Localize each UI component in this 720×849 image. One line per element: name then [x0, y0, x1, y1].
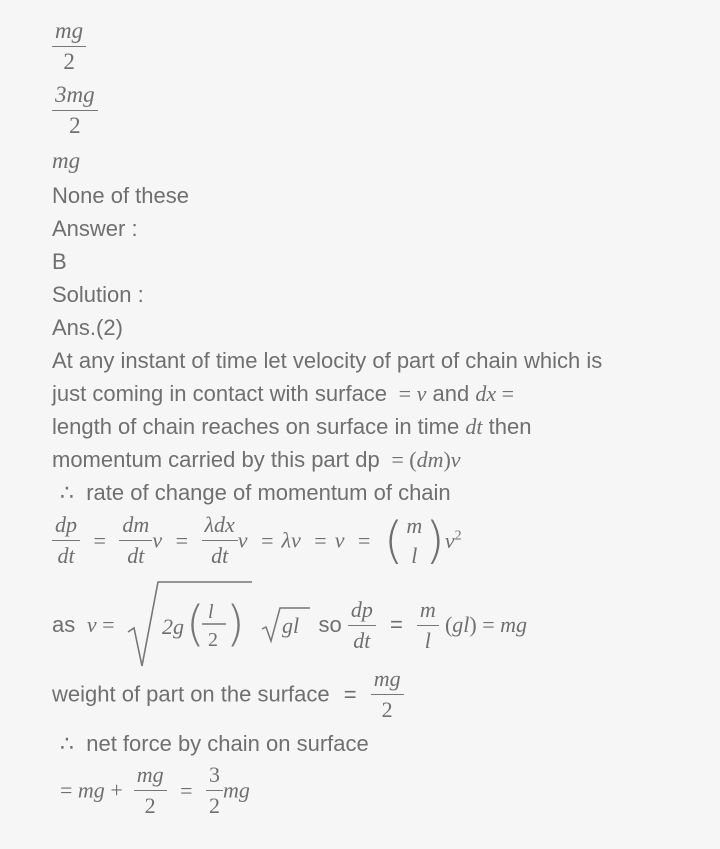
sqrt-gl-icon: [260, 605, 312, 645]
eq2-so: so: [318, 612, 342, 637]
weight-den: 2: [381, 697, 393, 722]
svg-text:(: (: [186, 596, 205, 652]
final-3: 3: [206, 760, 223, 791]
svg-text:): ): [226, 596, 245, 652]
eq2-l: l: [424, 627, 431, 653]
weight-line: weight of part on the surface = $\frac{mg}{2}$: [52, 664, 404, 725]
weight-text: weight of part on the surface: [52, 681, 330, 707]
eq2-dp: dp: [348, 595, 376, 626]
final-mg-2: [134, 760, 167, 821]
option-b-numerator: 3mg: [52, 80, 98, 111]
para-line-3-text: length of chain reaches on surface in time: [52, 414, 460, 439]
eq1-dt: dt: [57, 543, 75, 568]
weight-fraction: [371, 664, 404, 725]
sqrt-icon: [126, 580, 254, 670]
eq2-dt: dt: [353, 627, 371, 653]
final-mg: mg: [134, 760, 167, 791]
eq2-dp-dt: [348, 595, 376, 656]
eq1-dm: dm: [119, 510, 152, 541]
option-c[interactable]: mg: [52, 148, 81, 173]
final-2: 2: [144, 793, 156, 818]
option-d[interactable]: None of these: [52, 183, 189, 208]
equation-1: $\frac{dp}{dt}$ = $\frac{dm}{dt}$ v = $\frac{\text{λdx}}{dt}$ v = λv = v = ( m l )$v^2$: [52, 510, 462, 571]
para-line-4-text: momentum carried by this part dp: [52, 447, 380, 472]
answer-label: Answer :: [52, 216, 138, 241]
therefore-line-2-text: net force by chain on surface: [86, 731, 369, 756]
option-a-denominator: 2: [63, 49, 75, 74]
eq1-m: m: [406, 512, 423, 538]
eq1-dt-3: dt: [211, 543, 229, 568]
final-2b: 2: [209, 793, 221, 818]
option-a-numerator: mg: [52, 16, 86, 47]
svg-text:2g: 2g: [162, 614, 185, 639]
option-b-fraction: [52, 80, 98, 141]
eq2-half-den: 2: [208, 629, 219, 651]
para-line-2-and: and: [432, 381, 470, 406]
therefore-icon: ∴: [60, 480, 87, 505]
eq1-dm-dt: [119, 510, 152, 571]
weight-num: mg: [371, 664, 404, 695]
para-line-4: momentum carried by this part dp = (dm)v: [52, 447, 461, 472]
option-b-denominator: 2: [69, 113, 81, 138]
eq1-lambda-dx-dt: [202, 510, 238, 571]
option-b[interactable]: [52, 80, 98, 141]
eq1-l: l: [411, 542, 418, 568]
solution-label: Solution :: [52, 282, 144, 307]
eq1-lambda-dx: λdx: [202, 510, 238, 541]
answer-value: B: [52, 249, 67, 274]
para-line-3: length of chain reaches on surface in time dt then: [52, 414, 532, 439]
eq1-dp: dp: [52, 510, 80, 541]
eq2-m: m: [417, 595, 439, 626]
option-a-fraction: [52, 16, 86, 77]
eq2-half-num: l: [208, 601, 214, 623]
eq2-as: as: [52, 612, 76, 637]
eq1-dt-2: dt: [127, 543, 145, 568]
para-line-2: just coming in contact with surface = v and dx =: [52, 381, 515, 406]
therefore-line-1-text: rate of change of momentum of chain: [86, 480, 451, 505]
eq2-m-l: [417, 595, 439, 656]
para-line-2-text: just coming in contact with surface: [52, 381, 388, 406]
option-a[interactable]: [52, 16, 86, 77]
para-line-3-then: then: [488, 414, 532, 439]
para-line-1: At any instant of time let velocity of part of chain which is: [52, 348, 603, 373]
therefore-line-1: [60, 478, 451, 508]
therefore-line-2: [60, 729, 369, 759]
equation-2: as v = 2g ( l 2 ) gl so $\frac{dp}{dt}$ = $\frac{m}{l}$ (gl) = mg: [52, 580, 527, 670]
eq1-dp-dt: [52, 510, 80, 571]
eq1-m-l: [403, 511, 425, 571]
therefore-icon-2: ∴: [60, 731, 87, 756]
final-3-2: [206, 760, 223, 821]
ans-line: Ans.(2): [52, 315, 123, 340]
svg-text:gl: gl: [282, 613, 300, 638]
final-equation: = mg + $\frac{mg}{2}$ = $\frac{3}{2}$ mg: [60, 760, 250, 821]
